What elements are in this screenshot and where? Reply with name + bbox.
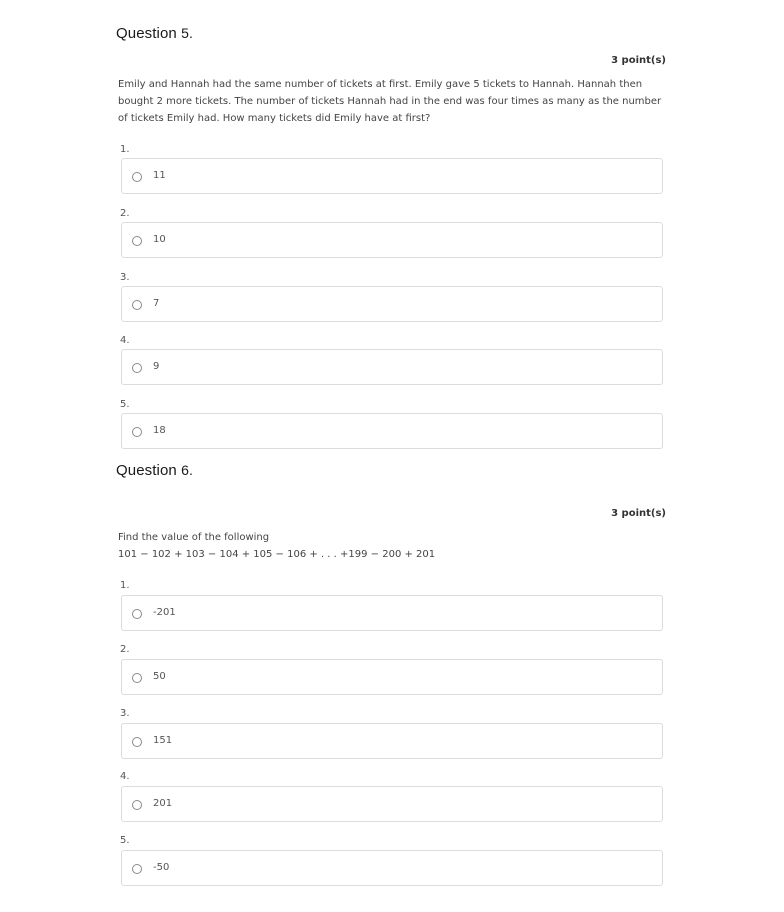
option-label: -50	[153, 862, 170, 873]
option-index: 4.	[120, 771, 130, 782]
option-label: 151	[153, 735, 173, 746]
option-index: 4.	[120, 335, 130, 346]
points-badge: 3 point(s)	[611, 55, 666, 66]
option-label: 18	[153, 425, 166, 436]
answer-option[interactable]	[121, 850, 663, 886]
question-text	[118, 76, 663, 127]
question-title	[116, 462, 193, 479]
option-index: 5.	[120, 835, 130, 846]
option-index: 1.	[120, 580, 130, 591]
option-label: -201	[153, 607, 176, 618]
radio-button[interactable]	[132, 363, 142, 373]
answer-option[interactable]	[121, 413, 663, 449]
radio-button[interactable]	[132, 864, 142, 874]
radio-button[interactable]	[132, 609, 142, 619]
option-label: 11	[153, 170, 166, 181]
option-index: 3.	[120, 272, 130, 283]
answer-option[interactable]	[121, 595, 663, 631]
option-label: 7	[153, 298, 160, 309]
question-text	[118, 529, 663, 563]
question-text-line: Find the value of the following	[118, 532, 270, 543]
option-label: 50	[153, 671, 166, 682]
option-label: 10	[153, 234, 166, 245]
option-index: 2.	[120, 644, 130, 655]
radio-button[interactable]	[132, 172, 142, 182]
answer-option[interactable]	[121, 222, 663, 258]
radio-button[interactable]	[132, 427, 142, 437]
option-index: 1.	[120, 144, 130, 155]
option-index: 5.	[120, 399, 130, 410]
answer-option[interactable]	[121, 723, 663, 759]
option-label: 9	[153, 361, 160, 372]
answer-option[interactable]	[121, 158, 663, 194]
radio-button[interactable]	[132, 737, 142, 747]
question-expression: 101 − 102 + 103 − 104 + 105 − 106 + . . . +199 − 200 + 201	[118, 549, 436, 560]
option-index: 2.	[120, 208, 130, 219]
radio-button[interactable]	[132, 236, 142, 246]
option-label: 201	[153, 798, 173, 809]
answer-option[interactable]	[121, 286, 663, 322]
radio-button[interactable]	[132, 300, 142, 310]
answer-option[interactable]	[121, 659, 663, 695]
answer-option[interactable]	[121, 349, 663, 385]
question-number: 5.	[181, 25, 194, 41]
question-title	[116, 25, 193, 42]
answer-option[interactable]	[121, 786, 663, 822]
points-badge: 3 point(s)	[611, 508, 666, 519]
radio-button[interactable]	[132, 800, 142, 810]
radio-button[interactable]	[132, 673, 142, 683]
question-text-line: Emily and Hannah had the same number of tickets at first. Emily gave 5 tickets to Hannah. Hannah then bought 2 more tickets. The number of tickets Hannah had in the end was four times as many as the number of tickets Emily had. How many tickets did Emily have at first?	[118, 79, 662, 124]
question-number: 6.	[181, 462, 194, 478]
question-title-prefix: Question	[116, 462, 177, 479]
question-title-prefix: Question	[116, 25, 177, 42]
option-index: 3.	[120, 708, 130, 719]
